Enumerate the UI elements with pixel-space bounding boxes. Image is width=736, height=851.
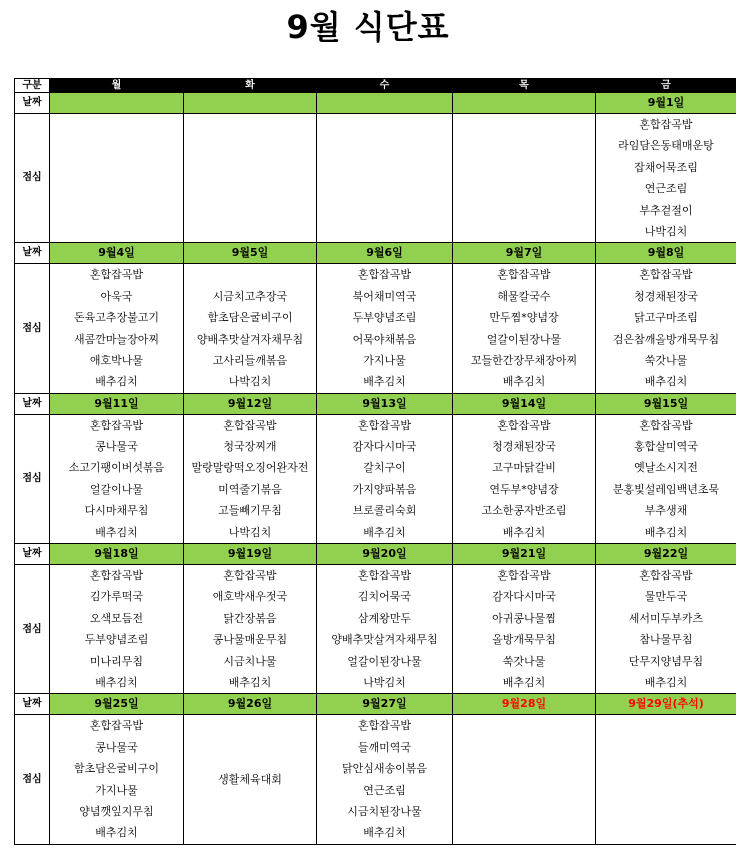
- menu-item: 시금치나물: [223, 654, 277, 668]
- menu-item: 고사리들깨볶음: [212, 353, 288, 367]
- header-label: 구분: [15, 79, 50, 93]
- menu-item: 단무지양념무침: [628, 654, 704, 668]
- menu-item: 검은참깨올방개묵무침: [612, 332, 720, 346]
- menu-cell: [50, 715, 184, 844]
- date-cell: 9월25일: [50, 694, 184, 715]
- menu-item: 두부양념조림: [84, 633, 149, 647]
- date-cell: [453, 93, 596, 114]
- menu-item: 배추김치: [363, 525, 406, 539]
- menu-item: 배추김치: [228, 675, 272, 689]
- menu-item: 참나물무침: [639, 633, 693, 647]
- menu-item: 부추겉절이: [639, 203, 693, 217]
- menu-item: 분홍빛설레임백년초묵: [612, 482, 720, 496]
- date-cell: 9월8일: [596, 243, 736, 264]
- date-cell: 9월4일: [50, 243, 184, 264]
- menu-item: 양념깻잎지무침: [79, 804, 154, 818]
- menu-item: 배추김치: [502, 375, 546, 389]
- menu-cell: [50, 264, 184, 393]
- lunch-row: [15, 565, 736, 694]
- menu-item: 시금치고추장국: [212, 289, 288, 303]
- date-cell: 9월27일: [317, 694, 453, 715]
- day-tue: 화: [184, 79, 317, 93]
- date-cell: 9월29일(추석): [596, 694, 736, 715]
- menu-cell: [596, 114, 736, 243]
- date-label: 날짜: [15, 694, 50, 715]
- menu-item: 나박김치: [363, 675, 406, 689]
- menu-item: 가지나물: [363, 353, 406, 367]
- menu-item: 함초담은굴비구이: [73, 762, 159, 776]
- menu-cell: [453, 414, 596, 543]
- menu-item: 시금치된장나물: [347, 804, 422, 818]
- menu-cell: [596, 565, 736, 694]
- menu-item: 콩나물국: [95, 440, 138, 454]
- lunch-row: [15, 264, 736, 393]
- menu-item: 배추김치: [95, 675, 138, 689]
- menu-item: 올방개묵무침: [492, 633, 556, 647]
- day-fri: 금: [596, 79, 736, 93]
- menu-item: 소고기팽이버섯볶음: [68, 461, 165, 475]
- menu-item: 혼합잡곡밥: [357, 418, 412, 432]
- menu-item: 배추김치: [644, 675, 688, 689]
- menu-item: 배추김치: [363, 375, 406, 389]
- menu-item: 오색모듬전: [89, 611, 144, 625]
- date-label: 날짜: [15, 243, 50, 264]
- lunch-label: 점심: [15, 715, 50, 844]
- menu-item: 만두찜*양념장: [489, 311, 559, 325]
- menu-item: 아귀콩나물찜: [492, 611, 556, 625]
- date-label: 날짜: [15, 544, 50, 565]
- menu-item: 미나리무침: [89, 654, 144, 668]
- menu-item: 혼합잡곡밥: [639, 118, 693, 131]
- date-row: [15, 694, 736, 715]
- menu-item: 두부양념조림: [352, 311, 417, 325]
- menu-item: 가지나물: [95, 783, 138, 797]
- menu-item: 김치어묵국: [357, 590, 412, 604]
- menu-item: 혼합잡곡밥: [639, 569, 693, 583]
- menu-item: 혼합잡곡밥: [223, 569, 277, 583]
- menu-item: 돈육고추장불고기: [73, 311, 159, 325]
- menu-item: 삼계왕만두: [357, 611, 412, 625]
- menu-item: 다시마채무침: [84, 504, 149, 518]
- menu-item: 혼합잡곡밥: [89, 569, 144, 583]
- menu-item: 청경채된장국: [492, 440, 556, 454]
- date-cell: 9월6일: [317, 243, 453, 264]
- menu-cell: [596, 414, 736, 543]
- menu-item: 나박김치: [228, 375, 272, 389]
- menu-item: 닭간장볶음: [223, 611, 277, 625]
- menu-item: 혼합잡곡밥: [357, 569, 412, 583]
- menu-cell: [317, 715, 453, 844]
- menu-item: 옛날소시지전: [634, 461, 698, 475]
- menu-item: 청국장찌개: [223, 440, 277, 454]
- menu-item: 홍합살미역국: [634, 440, 698, 454]
- menu-item: 쑥갓나물: [502, 654, 546, 668]
- date-cell: [50, 93, 184, 114]
- day-wed: 수: [317, 79, 453, 93]
- menu-item: [184, 264, 316, 285]
- meal-plan-table: [14, 78, 736, 845]
- menu-cell: [184, 715, 317, 844]
- menu-item: 배추김치: [644, 525, 688, 539]
- menu-item: 김가루떡국: [89, 590, 144, 604]
- menu-item: 미역줄기볶음: [218, 482, 282, 496]
- menu-item: 고들빼기무침: [218, 504, 282, 518]
- menu-cell: [317, 565, 453, 694]
- menu-item: 가지양파볶음: [352, 482, 417, 496]
- date-label: 날짜: [15, 393, 50, 414]
- menu-cell: [50, 114, 184, 243]
- menu-item: 감자다시마국: [352, 440, 417, 454]
- menu-item: 혼합잡곡밥: [357, 719, 412, 733]
- menu-item: 부추생채: [644, 504, 688, 518]
- date-cell: 9월14일: [453, 393, 596, 414]
- date-row: [15, 544, 736, 565]
- menu-item: 브로콜리숙회: [352, 504, 417, 518]
- lunch-row: [15, 715, 736, 844]
- menu-cell: [184, 264, 317, 393]
- menu-item: 배추김치: [95, 375, 138, 389]
- menu-item: 새콤깐마늘장아찌: [73, 332, 159, 346]
- date-cell: 9월20일: [317, 544, 453, 565]
- menu-item: 애호박새우젓국: [212, 590, 288, 604]
- menu-item: 얼갈이된장나물: [486, 332, 562, 346]
- date-cell: 9월12일: [184, 393, 317, 414]
- lunch-label: 점심: [15, 414, 50, 543]
- lunch-row: [15, 414, 736, 543]
- menu-item: 세서미두부카츠: [628, 611, 704, 625]
- lunch-label: 점심: [15, 565, 50, 694]
- page-title: 9월 식단표: [286, 8, 450, 46]
- menu-item: 배추김치: [95, 826, 138, 840]
- lunch-label: 점심: [15, 114, 50, 243]
- menu-item: 물만두국: [644, 590, 688, 604]
- menu-cell: [317, 414, 453, 543]
- menu-item: 혼합잡곡밥: [89, 268, 144, 282]
- menu-cell: [184, 114, 317, 243]
- menu-item: 배추김치: [644, 375, 688, 389]
- menu-item: 꼬들한간장무채장아찌: [470, 353, 578, 367]
- date-cell: 9월22일: [596, 544, 736, 565]
- date-cell: 9월18일: [50, 544, 184, 565]
- menu-item: 얼갈이나물: [89, 482, 144, 496]
- menu-item: 양배추맛살겨자채무침: [331, 633, 438, 647]
- menu-cell: [317, 264, 453, 393]
- menu-cell: [596, 715, 736, 844]
- menu-item: 아욱국: [100, 289, 133, 303]
- date-cell: 9월26일: [184, 694, 317, 715]
- menu-item: 혼합잡곡밥: [223, 418, 277, 432]
- menu-item: 말랑말랑떡오징어완자전: [191, 461, 309, 475]
- date-cell: 9월1일: [596, 93, 736, 114]
- date-cell: 9월28일: [453, 694, 596, 715]
- menu-cell: [184, 565, 317, 694]
- date-cell: 9월7일: [453, 243, 596, 264]
- menu-item: 혼합잡곡밥: [89, 418, 144, 432]
- date-cell: 9월15일: [596, 393, 736, 414]
- menu-cell: [184, 414, 317, 543]
- menu-item: 콩나물국: [95, 740, 138, 754]
- menu-item: 애호박나물: [89, 353, 144, 367]
- menu-item: 들깨미역국: [357, 740, 412, 754]
- menu-cell: [453, 715, 596, 844]
- menu-item: 고소한콩자반조림: [481, 504, 567, 518]
- menu-cell: [453, 264, 596, 393]
- date-cell: 9월5일: [184, 243, 317, 264]
- date-cell: [184, 93, 317, 114]
- menu-item: 얼갈이된장나물: [347, 654, 422, 668]
- menu-item: 혼합잡곡밥: [497, 418, 551, 432]
- date-label: 날짜: [15, 93, 50, 114]
- menu-item: 연근조림: [644, 182, 688, 196]
- menu-item: 혼합잡곡밥: [89, 719, 144, 733]
- menu-cell: [453, 565, 596, 694]
- menu-item: 배추김치: [363, 826, 406, 840]
- menu-item: 갈치구이: [363, 461, 406, 475]
- menu-cell: [50, 414, 184, 543]
- menu-item: 고구마닭갈비: [492, 461, 556, 475]
- date-cell: [317, 93, 453, 114]
- date-cell: 9월11일: [50, 393, 184, 414]
- menu-item: 감자다시마국: [492, 590, 556, 604]
- menu-item: 해물칼국수: [497, 289, 551, 303]
- menu-cell: [596, 264, 736, 393]
- menu-item: 닭안심새송이볶음: [341, 762, 427, 776]
- day-thu: 목: [453, 79, 596, 93]
- menu-cell: [453, 114, 596, 243]
- menu-item: 양배추맛살겨자채무침: [196, 332, 304, 346]
- menu-item: 생활체육대회: [218, 772, 282, 786]
- menu-item: 배추김치: [502, 675, 546, 689]
- header-row: [15, 79, 736, 93]
- lunch-row: [15, 114, 736, 243]
- menu-item: 혼합잡곡밥: [357, 268, 412, 282]
- menu-item: 어묵야채볶음: [352, 332, 417, 346]
- menu-item: 닭고구마조림: [634, 311, 698, 325]
- menu-item: 청경채된장국: [634, 289, 698, 303]
- menu-item: 배추김치: [502, 525, 546, 539]
- menu-cell: [50, 565, 184, 694]
- menu-item: 콩나물매운무침: [212, 633, 288, 647]
- menu-item: 잡채어묵조림: [634, 160, 698, 174]
- menu-item: 혼합잡곡밥: [497, 268, 551, 282]
- menu-item: 배추김치: [95, 525, 138, 539]
- date-cell: 9월13일: [317, 393, 453, 414]
- menu-item: 북어채미역국: [352, 289, 417, 303]
- menu-item: 쑥갓나물: [644, 353, 688, 367]
- date-row: [15, 393, 736, 414]
- date-row: [15, 243, 736, 264]
- menu-item: 혼합잡곡밥: [639, 418, 693, 432]
- menu-item: 연두부*양념장: [489, 482, 559, 496]
- date-cell: 9월21일: [453, 544, 596, 565]
- menu-item: 혼합잡곡밥: [639, 268, 693, 282]
- menu-item: 혼합잡곡밥: [497, 569, 551, 583]
- menu-item: 라임담은동태매운탕: [618, 139, 714, 153]
- day-mon: 월: [50, 79, 184, 93]
- menu-item: 함초담은굴비구이: [207, 311, 293, 325]
- date-row: [15, 93, 736, 114]
- menu-item: 연근조림: [363, 783, 406, 797]
- lunch-label: 점심: [15, 264, 50, 393]
- menu-cell: [317, 114, 453, 243]
- menu-item: 나박김치: [644, 224, 688, 238]
- menu-item: 나박김치: [228, 525, 272, 539]
- date-cell: 9월19일: [184, 544, 317, 565]
